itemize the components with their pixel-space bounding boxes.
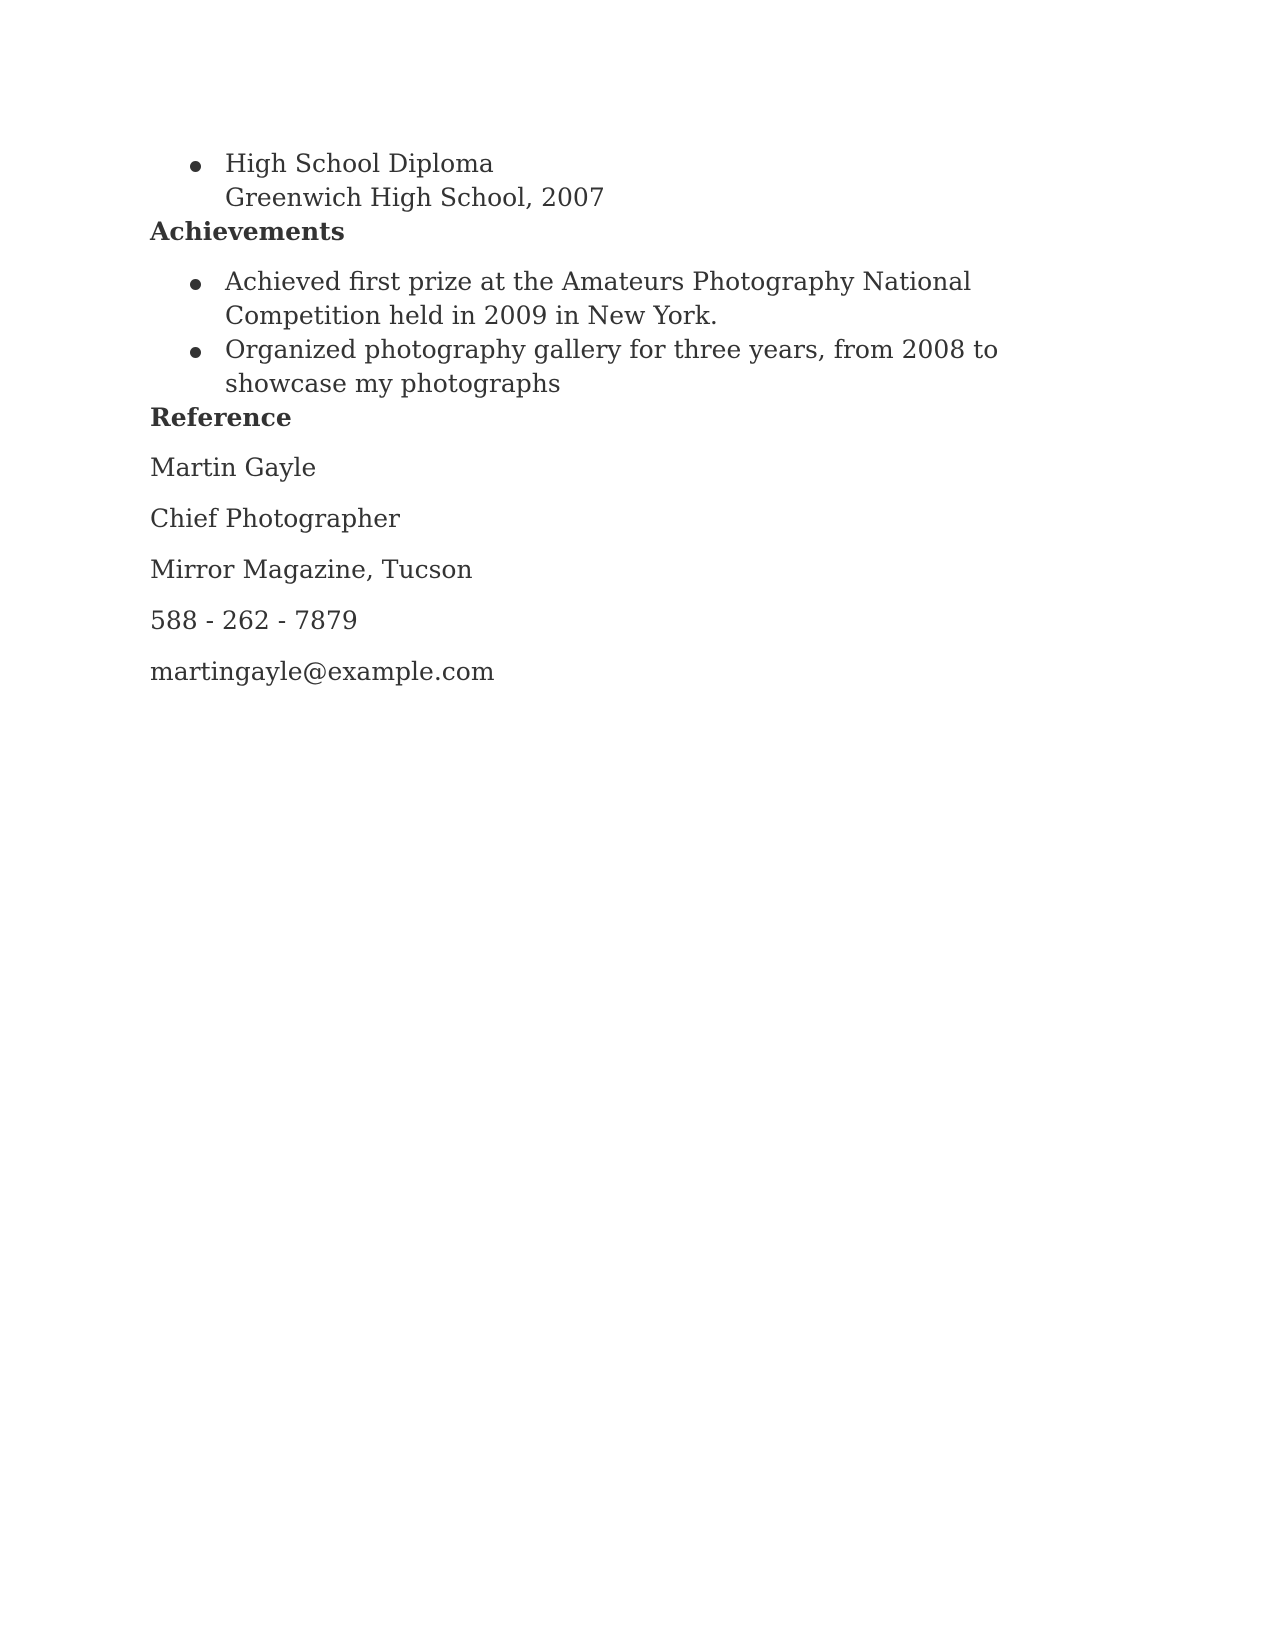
reference-email: martingayle@example.com [150, 657, 495, 686]
bullet-icon [190, 279, 201, 290]
bullet-icon [190, 161, 201, 172]
reference-heading: Reference [150, 403, 292, 432]
bullet-icon [190, 347, 201, 358]
achievement-item [150, 265, 1110, 333]
education-degree: High School Diploma [225, 149, 494, 178]
page-content [150, 147, 1110, 706]
achievement-item [150, 333, 1110, 401]
education-item [150, 147, 1110, 215]
reference-company: Mirror Magazine, Tucson [150, 555, 473, 584]
reference-title: Chief Photographer [150, 504, 400, 533]
achievement-text: Organized photography gallery for three years, from 2008 to showcase my photographs [225, 335, 999, 398]
achievements-list [150, 265, 1110, 401]
education-list [150, 147, 1110, 215]
reference-name: Martin Gayle [150, 453, 317, 482]
education-institution: Greenwich High School, 2007 [225, 183, 605, 212]
achievement-text: Achieved first prize at the Amateurs Photography National Competition held in 2009 in New York. [225, 267, 972, 330]
achievements-heading: Achievements [150, 217, 345, 246]
reference-phone: 588 - 262 - 7879 [150, 606, 358, 635]
